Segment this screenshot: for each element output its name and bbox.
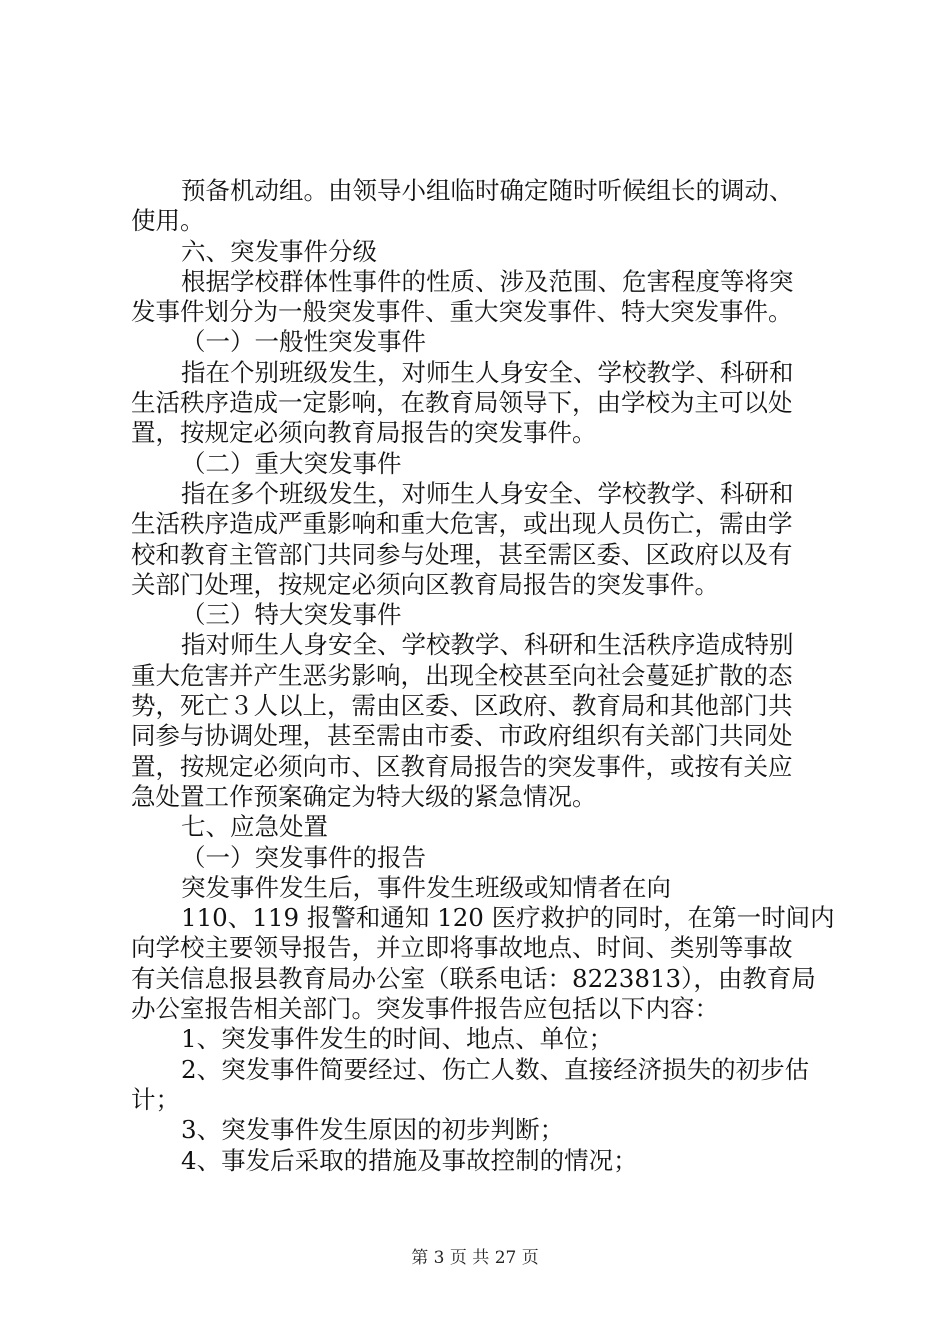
- text-line: 使用。: [131, 206, 205, 236]
- text-line: 向学校主要领导报告，并立即将事故地点、时间、类别等事故: [131, 933, 793, 963]
- text-line: 突发事件发生后，事件发生班级或知情者在向: [181, 872, 671, 902]
- text-line: 3、突发事件发生原因的初步判断；: [181, 1115, 565, 1145]
- text-line: 根据学校群体性事件的性质、涉及范围、危害程度等将突: [181, 266, 794, 296]
- text-line: （一）突发事件的报告: [181, 842, 426, 872]
- text-line: 指对师生人身安全、学校教学、科研和生活秩序造成特别: [181, 630, 794, 660]
- text-line: 计；: [131, 1084, 180, 1114]
- text-line: 急处置工作预案确定为特大级的紧急情况。: [131, 781, 597, 811]
- document-body: [131, 176, 835, 1176]
- text-line: 4、事发后采取的措施及事故控制的情况；: [181, 1145, 638, 1175]
- text-line: 2、突发事件简要经过、伤亡人数、直接经济损失的初步估: [181, 1054, 810, 1084]
- text-line: 重大危害并产生恶劣影响，出现全校甚至向社会蔓延扩散的态: [131, 660, 793, 690]
- text-line: 生活秩序造成严重影响和重大危害，或出现人员伤亡，需由学: [131, 509, 793, 539]
- text-line: 同参与协调处理，甚至需由市委、市政府组织有关部门共同处: [131, 721, 793, 751]
- text-line: 有关信息报县教育局办公室（联系电话：8223813），由教育局: [131, 963, 816, 993]
- text-line: （一）一般性突发事件: [181, 327, 426, 357]
- text-line: 势，死亡３人以上，需由区委、区政府、教育局和其他部门共: [131, 691, 793, 721]
- text-line: 生活秩序造成一定影响，在教育局领导下，由学校为主可以处: [131, 388, 793, 418]
- text-line: 指在多个班级发生，对师生人身安全、学校教学、科研和: [181, 478, 794, 508]
- text-line: 关部门处理，按规定必须向区教育局报告的突发事件。: [131, 569, 719, 599]
- text-line: 发事件划分为一般突发事件、重大突发事件、特大突发事件。: [131, 297, 793, 327]
- text-line: 预备机动组。由领导小组临时确定随时听候组长的调动、: [181, 176, 794, 205]
- text-line: 七、应急处置: [181, 812, 328, 842]
- text-line: 指在个别班级发生，对师生人身安全、学校教学、科研和: [181, 357, 794, 387]
- text-line: 办公室报告相关部门。突发事件报告应包括以下内容：: [131, 994, 719, 1024]
- text-line: 校和教育主管部门共同参与处理，甚至需区委、区政府以及有: [131, 539, 793, 569]
- page-footer: 第 3 页 共 27 页: [411, 1248, 539, 1268]
- text-line: （二）重大突发事件: [181, 448, 402, 478]
- text-line: 置，按规定必须向教育局报告的突发事件。: [131, 418, 597, 448]
- text-line: 110、119 报警和通知 120 医疗救护的同时，在第一时间内: [181, 903, 835, 933]
- text-line: 1、突发事件发生的时间、地点、单位；: [181, 1024, 614, 1054]
- text-line: （三）特大突发事件: [181, 600, 402, 630]
- text-line: 六、突发事件分级: [181, 236, 377, 266]
- text-line: 置，按规定必须向市、区教育局报告的突发事件，或按有关应: [131, 751, 793, 781]
